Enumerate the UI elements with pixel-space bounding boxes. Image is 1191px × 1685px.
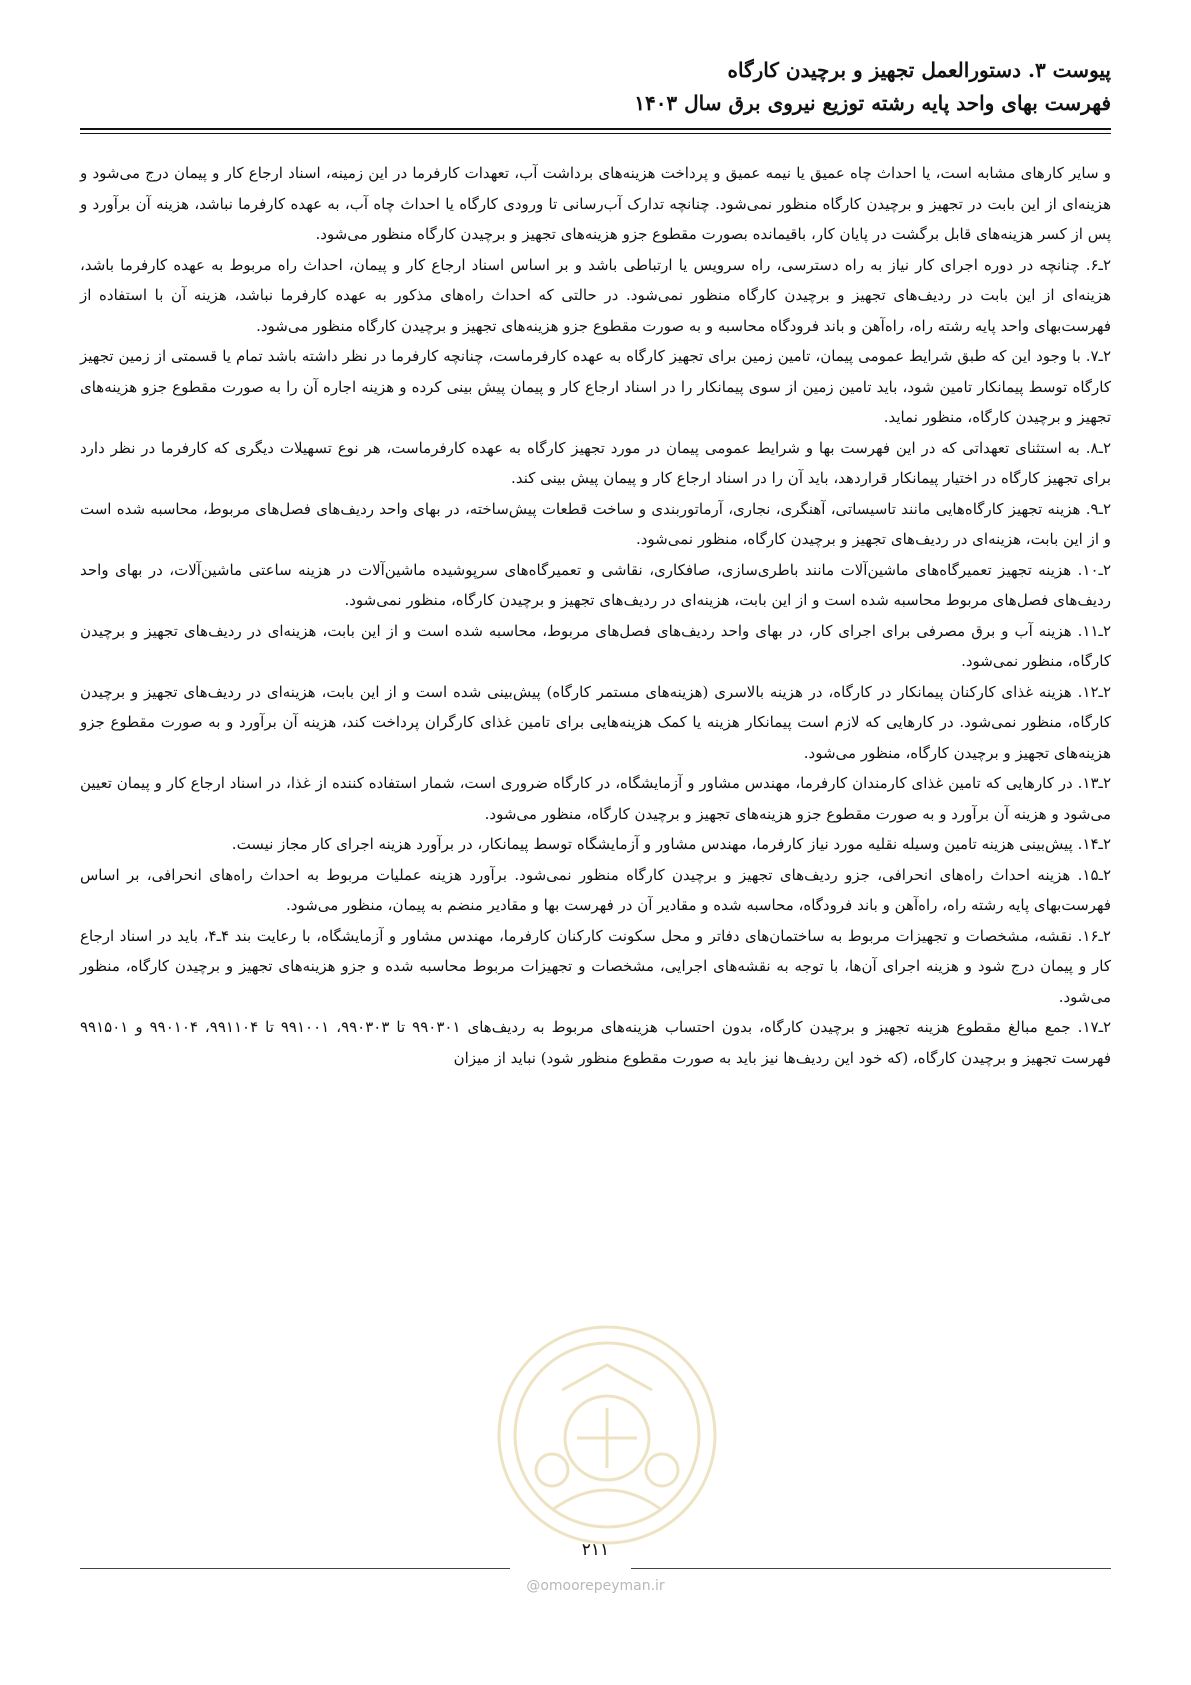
- page-header: [80, 54, 1111, 120]
- paragraph-continuation: و سایر کارهای مشابه است، یا احداث چاه عمیق یا نیمه عمیق و پرداخت هزینه‌های برداشت آب، تعهدات کارفرما در این زمینه، اسناد ارجاع کار و پیمان درج می‌شود و هزینه‌ای از این بابت در تجهیز و برچیدن کارگاه منظور نمی‌شود. چنانچه تدارک آب‌رسانی تا ورودی کارگاه یا احداث چاه آب، به عهده کارفرما نباشد، هزینه آن برآورد و پس از کسر هزینه‌های قابل برگشت در پایان کار، باقیمانده بصورت مقطوع جزو هزینه‌های تجهیز و برچیدن کارگاه منظور می‌شود.: [80, 164, 1111, 243]
- footer-rule-left: [80, 1568, 510, 1569]
- paragraph-2-10: ۲ـ۱۰. هزینه تجهیز تعمیرگاه‌های ماشین‌آلات مانند باطری‌سازی، صافکاری، نقاشی و تعمیرگاه‌های سرپوشیده ماشین‌آلات در هزینه ساعتی ماشین‌آلات، در بهای واحد ردیف‌های فصل‌های مربوط محاسبه شده است و از این بابت، هزینه‌ای در ردیف‌های تجهیز و برچیدن کارگاه، منظور نمی‌شود.: [80, 560, 1111, 609]
- header-title-line2: فهرست بهای واحد پایه رشته توزیع نیروی برق سال ۱۴۰۳: [634, 91, 1111, 115]
- body-text: [80, 158, 1111, 1073]
- paragraph-2-12: ۲ـ۱۲. هزینه غذای کارکنان پیمانکار در کارگاه، در هزینه بالاسری (هزینه‌های مستمر کارگاه) پیش‌بینی شده است و از این بابت، هزینه‌ای در ردیف‌های تجهیز و برچیدن کارگاه، منظور نمی‌شود. در کارهایی که لازم است پیمانکار هزینه یا کمک هزینه‌هایی برای تامین غذای کارگران پرداخت کند، هزینه آن برآورد و به صورت مقطوع جزو هزینه‌های تجهیز و برچیدن کارگاه، منظور می‌شود.: [80, 682, 1111, 762]
- paragraph-2-14: ۲ـ۱۴. پیش‌بینی هزینه تامین وسیله نقلیه مورد نیاز کارفرما، مهندس مشاور و آزمایشگاه توسط پیمانکار، در برآورد هزینه اجرای کار مجاز نیست.: [231, 835, 1111, 853]
- site-url: @omoorepeyman.ir: [526, 1578, 665, 1594]
- paragraph-2-7: ۲ـ۷. با وجود این که طبق شرایط عمومی پیمان، تامین زمین برای تجهیز کارگاه به عهده کارفرماست، چنانچه کارفرما در نظر داشته باشد تمام یا قسمتی از زمین تجهیز کارگاه توسط پیمانکار تامین شود، باید تامین زمین از سوی پیمانکار را در اسناد ارجاع کار و پیمان پیش بینی کرده و هزینه اجاره آن را به صورت مقطوع جزو هزینه‌های تجهیز و برچیدن کارگاه، منظور نماید.: [80, 347, 1111, 426]
- paragraph-2-13: ۲ـ۱۳. در کارهایی که تامین غذای کارمندان کارفرما، مهندس مشاور و آزمایشگاه، در کارگاه ضروری است، شمار استفاده کننده از غذا، در اسناد ارجاع کار و پیمان تعیین می‌شود و هزینه آن برآورد و به صورت مقطوع جزو هزینه‌های تجهیز و برچیدن کارگاه، منظور می‌شود.: [80, 774, 1111, 823]
- paragraph-2-11: ۲ـ۱۱. هزینه آب و برق مصرفی برای اجرای کار، در بهای واحد ردیف‌های فصل‌های مربوط، محاسبه شده است و از این بابت، هزینه‌ای در ردیف‌های تجهیز و برچیدن کارگاه، منظور نمی‌شود.: [80, 621, 1111, 670]
- paragraph-2-17: ۲ـ۱۷. جمع مبالغ مقطوع هزینه تجهیز و برچیدن کارگاه، بدون احتساب هزینه‌های مربوط به ردیف‌های ۹۹۰۳۰۱ تا ۹۹۰۳۰۳، ۹۹۱۰۰۱ تا ۹۹۱۱۰۴، ۹۹۰۱۰۴ و ۹۹۱۵۰۱ فهرست تجهیز و برچیدن کارگاه، (که خود این ردیف‌ها نیز باید به صورت مقطوع منظور شود) نباید از میزان: [80, 1018, 1112, 1067]
- page-number: ۲۱۱: [581, 1540, 610, 1560]
- paragraph-2-6: ۲ـ۶. چنانچه در دوره اجرای کار نیاز به راه دسترسی، راه سرویس یا ارتباطی باشد و بر اساس اسناد ارجاع کار و پیمان، احداث راه مربوط به عهده کارفرما باشد، هزینه‌ای از این بابت در ردیف‌های تجهیز و برچیدن کارگاه منظور نمی‌شود. در حالتی که احداث راه‌های مذکور به عهده کارفرما نباشد، هزینه آن با استفاده از فهرست‌بهای واحد پایه رشته راه، راه‌آهن و باند فرودگاه محاسبه و به صورت مقطوع جزو هزینه‌های تجهیز و برچیدن کارگاه منظور می‌شود.: [80, 255, 1111, 335]
- paragraph-2-15: ۲ـ۱۵. هزینه احداث راه‌های انحرافی، جزو ردیف‌های تجهیز و برچیدن کارگاه منظور نمی‌شود. برآورد هزینه عملیات مربوط به احداث راه‌های انحرافی، بر اساس فهرست‌بهای پایه رشته راه، راه‌آهن و باند فرودگاه، محاسبه شده و مقادیر آن در فهرست بها و مقادیر منضم به پیمان، منظور می‌شود.: [80, 865, 1111, 914]
- paragraph-2-8: ۲ـ۸. به استثنای تعهداتی که در این فهرست بها و شرایط عمومی پیمان در مورد تجهیز کارگاه به عهده کارفرماست، هر نوع تسهیلات دیگری که کارفرما در نظر دارد برای تجهیز کارگاه در اختیار پیمانکار قراردهد، باید آن را در اسناد ارجاع کار و پیمان پیش بینی کند.: [80, 438, 1111, 487]
- footer-rule-right: [631, 1568, 1111, 1569]
- header-rule-thick: [80, 128, 1111, 130]
- paragraph-2-9: ۲ـ۹. هزینه تجهیز کارگاه‌هایی مانند تاسیساتی، آهنگری، نجاری، آرماتوربندی و ساخت قطعات پیش‌ساخته، در بهای واحد ردیف‌های فصل‌های مربوط، محاسبه شده است و از این بابت، هزینه‌ای در ردیف‌های تجهیز و برچیدن کارگاه، منظور نمی‌شود.: [80, 499, 1111, 548]
- paragraph-2-16: ۲ـ۱۶. نقشه، مشخصات و تجهیزات مربوط به ساختمان‌های دفاتر و محل سکونت کارکنان کارفرما، مهندس مشاور و آزمایشگاه، با رعایت بند ۴ـ۴، باید در اسناد ارجاع کار و پیمان درج شود و هزینه اجرای آن‌ها، با توجه به نقشه‌های اجرایی، مشخصات و تجهیزات مربوط محاسبه شده و جزو هزینه‌های تجهیز و برچیدن کارگاه، منظور می‌شود.: [80, 926, 1111, 1006]
- header-title-line1: پیوست ۳. دستورالعمل تجهیز و برچیدن کارگاه: [727, 58, 1111, 82]
- seal-icon: [492, 1320, 722, 1550]
- header-rule-thin: [80, 133, 1111, 134]
